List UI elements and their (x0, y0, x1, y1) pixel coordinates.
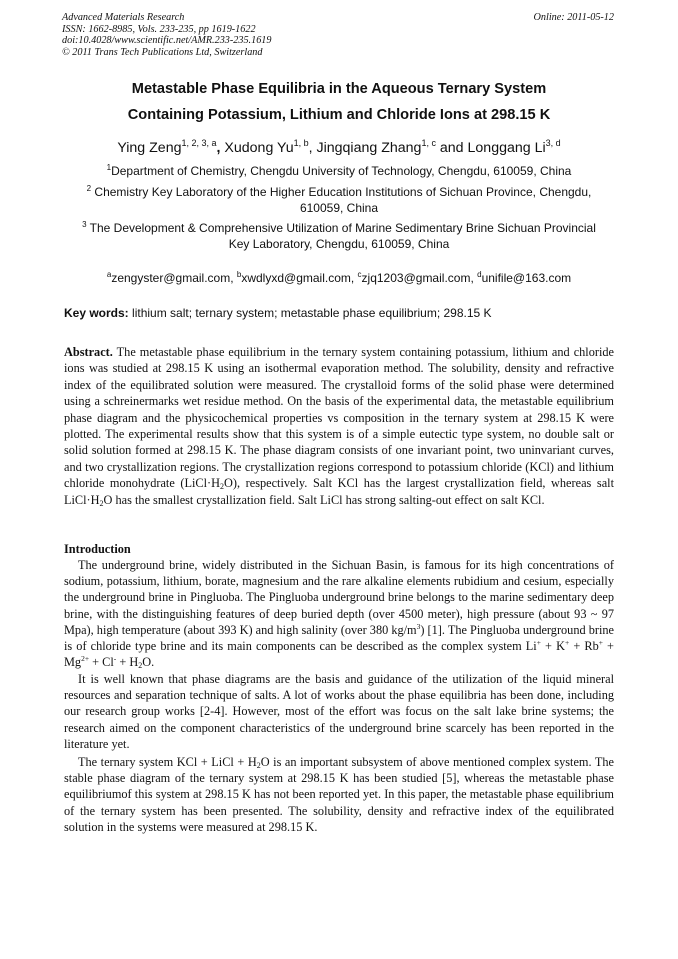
superscript: + (564, 638, 570, 648)
paper-title-line-1: Metastable Phase Equilibria in the Aqueous Ternary System (131, 81, 547, 97)
author-name: Ying Zeng (117, 140, 182, 156)
paragraph-text: ) [1]. The Pingluoba underground brine is of chloride type brine and its main components can be described as the complex system Li (64, 622, 614, 654)
email-address[interactable]: zengyster@gmail.com (111, 271, 231, 285)
journal-name: Advanced Materials Research (62, 12, 185, 23)
email-mark: a (106, 270, 112, 279)
superscript: 3 (416, 621, 421, 631)
author-affil-marks: 1, b (293, 138, 309, 148)
keywords (64, 305, 614, 321)
author-and: and (439, 140, 464, 156)
doi-line: doi:10.4028/www.scientific.net/AMR.233-235.1619 (62, 35, 272, 47)
affiliation-text: 610059, China (299, 201, 379, 215)
affiliation-number: 3 (82, 220, 87, 229)
affiliation-text: Key Laboratory, Chengdu, 610059, China (228, 237, 450, 251)
paragraph-text: + Mg (64, 639, 614, 670)
affiliation-number: 1 (106, 163, 112, 172)
email-mark: c (357, 270, 362, 279)
paragraph-text: + H (116, 655, 139, 670)
author-separator: , (308, 140, 313, 156)
subscript: 2 (256, 761, 261, 770)
copyright-line: © 2011 Trans Tech Publications Ltd, Switzerland (62, 46, 263, 58)
online-date: Online: 2011-05-12 (533, 12, 614, 23)
keywords-label: Key words: (64, 306, 129, 320)
email-address[interactable]: xwdlyxd@gmail.com (241, 271, 351, 285)
intro-paragraph-3 (64, 754, 614, 835)
affiliation-1 (64, 163, 614, 179)
abstract-label: Abstract. (64, 345, 113, 359)
abstract-text: The metastable phase equilibrium in the ternary system containing potassium, lithium and chloride ions was studied at 298.15 K using an isothermal evaporation method. The solubility, density and refractive index of the equilibrated solution were measured. The crystalloid forms of the solid phase were determined using a schreinermarks wet residue method. On the basis of the experimental data, the metastable equilibrium phase diagram and the physicochemical properties vs composition in the ternary system at 298.15 K were plotted. The experimental results show that this system is of a simple eutectic type system, no double salt or solid solution formed at 298.15 K. The phase diagram consists of one invariant point, two uninvariant curves, and two crystallization regions. The crystallization regions correspond to potassium chloride (KCl) and lithium chloride monohydrate (LiCl·H (64, 345, 614, 491)
paragraph-text: + Rb (569, 639, 599, 654)
superscript: + (598, 638, 603, 648)
author-affil-marks: 3, d (545, 138, 561, 148)
email-list: $^a$zengyster@gmail.com, $^b$xwdlyxd@gmail.com, $^c$zjq1203@gmail.com, $^d$unifile@163.com (106, 270, 572, 285)
subscript: 2 (220, 482, 224, 492)
keywords-text: lithium salt; ternary system; metastable phase equilibrium; 298.15 K (132, 306, 492, 320)
author-name: Jingqiang Zhang (316, 140, 422, 156)
intro-paragraph-2 (64, 671, 614, 752)
author-name: Longgang Li (467, 140, 546, 156)
author-affil-marks: 1, 2, 3, a (181, 138, 217, 148)
abstract-text: O), respectively. Salt KCl has the largest crystallization field, whereas salt LiCl·H (64, 476, 614, 507)
paragraph-text: The ternary system KCl + LiCl + H (78, 755, 257, 769)
author-list (64, 137, 614, 159)
paragraph-text: + Cl (89, 655, 114, 670)
email-mark: d (477, 270, 482, 279)
author-separator: , (216, 140, 221, 156)
issn-line: ISSN: 1662-8985, Vols. 233-235, pp 1619-1622 (62, 23, 256, 35)
intro-paragraph-1 (64, 557, 614, 670)
affiliation-text: The Development & Comprehensive Utilization of Marine Sedimentary Brine Sichuan Provincial (89, 221, 596, 235)
paragraph-text: + K (540, 639, 565, 654)
affiliation-text: Chemistry Key Laboratory of the Higher Education Institutions of Sichuan Province, Chengdu, (94, 185, 592, 199)
affiliation-2 (64, 184, 614, 216)
author-name: Xudong Yu (224, 140, 294, 156)
superscript: 2+ (81, 654, 90, 664)
email-address[interactable]: zjq1203@gmail.com (361, 271, 471, 285)
affiliation-3 (64, 220, 614, 252)
paragraph-text: It is well known that phase diagrams are the basis and guidance of the utilization of the liquid mineral resources and separation technique of salts. A lot of works about the phase equilibria has been done, including our research group works [2-4]. However, most of the effort was focus on the salt lake brine systems; the research aimed on the component characteristics of the underground brine scarcely has been reported in the literature yet. (64, 672, 614, 751)
affiliation-number: 2 (86, 184, 92, 193)
superscript: + (536, 638, 541, 648)
author-affil-marks: 1, c (421, 138, 436, 148)
abstract (64, 344, 614, 508)
subscript: 2 (138, 661, 143, 671)
superscript: - (113, 654, 117, 664)
email-mark: b (236, 270, 242, 279)
paragraph-text: The underground brine, widely distributed in the Sichuan Basin, is famous for its high concentrations of sodium, potassium, lithium, borate, magnesium and the rare alkaline elements rubidium and cesium, especially the underground brine in Pingluoba. The Pingluoba underground brine belongs to the marine sedimentary deep brine, with the distinguishing features of deep buried depth (over 4500 meter), high pressure (about 93 ~ 97 Mpa), high temperature (about 393 K) and high salinity (over 380 kg/m (64, 558, 614, 637)
section-heading-introduction: Introduction (64, 542, 131, 556)
publication-header (62, 12, 271, 58)
subscript: 2 (99, 498, 104, 508)
email-address[interactable]: unifile@163.com (481, 271, 572, 285)
paragraph-text: O is an important subsystem of above mentioned complex system. The stable phase diagram of the ternary system at 298.15 K has been studied [5], whereas the metastable phase equilibriumof this system at 298.15 K has not been reported yet. In this paper, the metastable phase equilibrium of the ternary system has been presented. The solubility, density and refractive index of the equilibrated solution in the systems were measured at 298.15 K. (64, 755, 614, 834)
paragraph-text: O. (142, 655, 155, 670)
paper-title-line-2: Containing Potassium, Lithium and Chloride Ions at 298.15 K (127, 107, 551, 123)
affiliation-text: Department of Chemistry, Chengdu University of Technology, Chengdu, 610059, China (111, 164, 572, 178)
abstract-text: O has the smallest crystallization field. Salt LiCl has strong salting-out effect on salt KCl. (103, 492, 545, 507)
